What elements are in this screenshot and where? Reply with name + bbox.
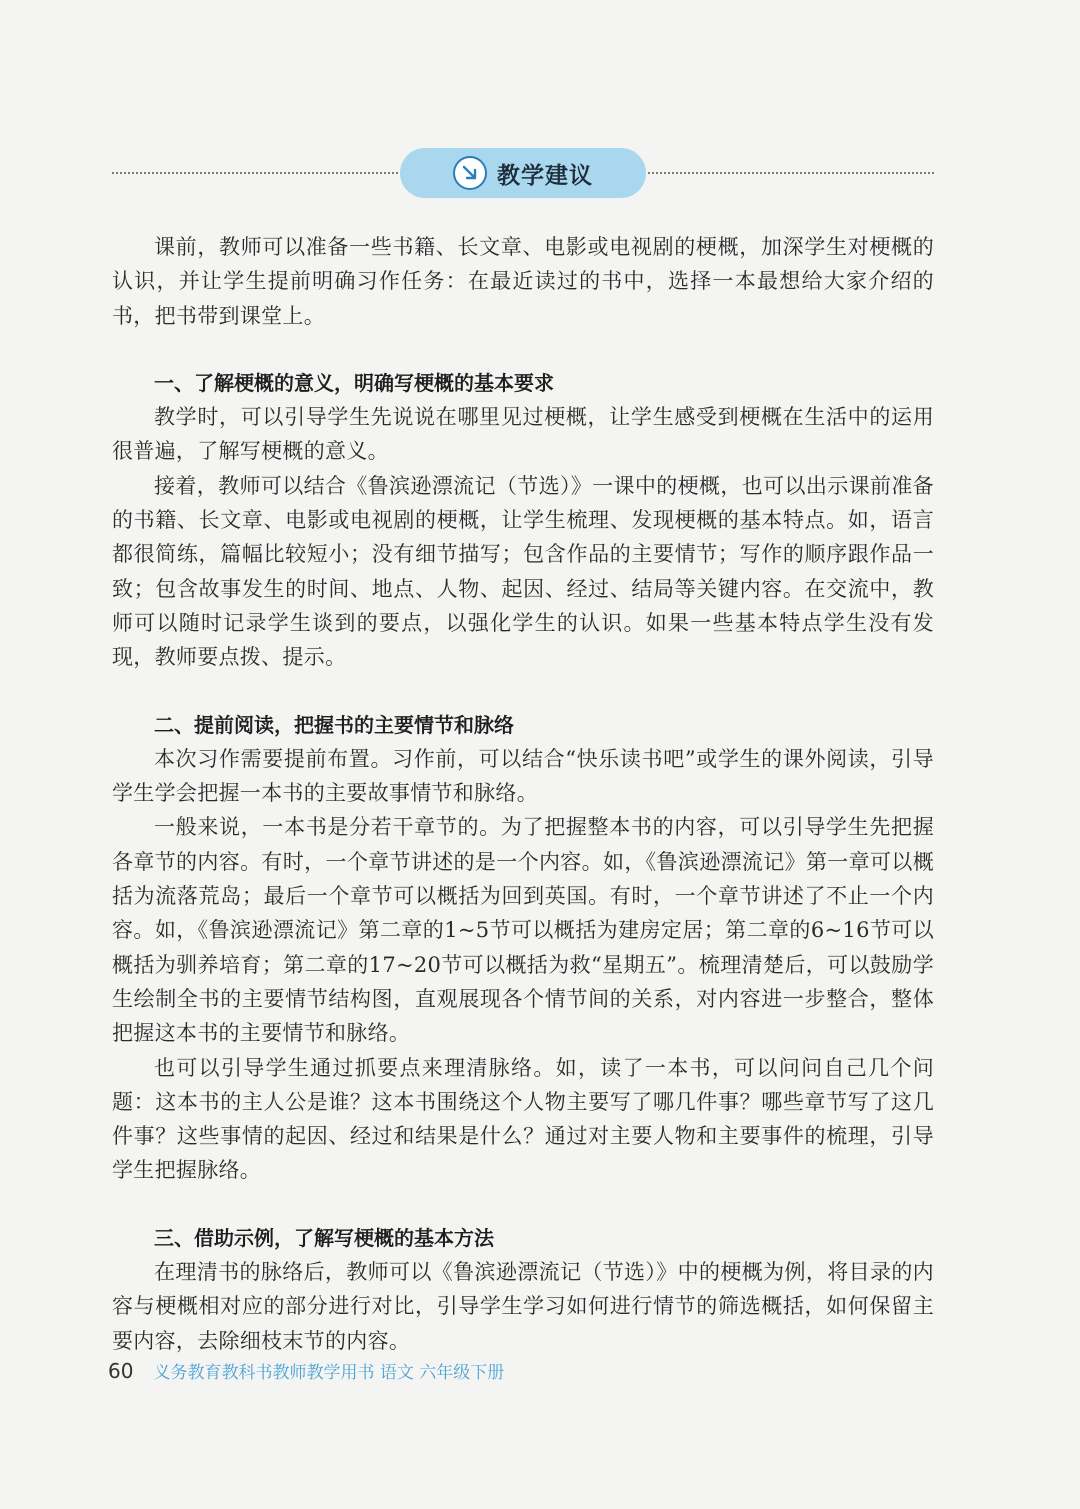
- page-footer: [108, 1358, 504, 1383]
- intro-paragraph: 课前，教师可以准备一些书籍、长文章、电影或电视剧的梗概，加深学生对梗概的认识，并让学生提前明确习作任务：在最近读过的书中，选择一本最想给大家介绍的书，把书带到课堂上。: [112, 235, 934, 328]
- document-body: [112, 230, 934, 1358]
- dotted-divider-left: [112, 172, 402, 174]
- page-number: 60: [108, 1359, 134, 1383]
- section-title-badge: [400, 148, 646, 198]
- section1-paragraph-2: 接着，教师可以结合《鲁滨逊漂流记（节选）》一课中的梗概，也可以出示课前准备的书籍、长文章、电影或电视剧的梗概，让学生梳理、发现梗概的基本特点。如，语言都很简练，篇幅比较短小；没有细节描写；包含作品的主要情节；写作的顺序跟作品一致；包含故事发生的时间、地点、人物、起因、经过、结局等关键内容。在交流中，教师可以随时记录学生谈到的要点，以强化学生的认识。如果一些基本特点学生没有发现，教师要点拨、提示。: [112, 473, 934, 670]
- section-title: 教学建议: [497, 162, 593, 189]
- section2-heading: 二、提前阅读，把握书的主要情节和脉络: [154, 712, 514, 737]
- arrow-circle-icon: [453, 156, 487, 190]
- dotted-divider-right: [644, 172, 934, 174]
- section1-paragraph-1: 教学时，可以引导学生先说说在哪里见过梗概，让学生感受到梗概在生活中的运用很普遍，了解写梗概的意义。: [112, 405, 934, 464]
- section3-heading: 三、借助示例，了解写梗概的基本方法: [154, 1225, 494, 1250]
- book-title: 义务教育教科书教师教学用书 语文 六年级下册: [153, 1363, 505, 1383]
- section3-paragraph-1: 在理清书的脉络后，教师可以《鲁滨逊漂流记（节选）》中的梗概为例，将目录的内容与梗概相对应的部分进行对比，引导学生学习如何进行情节的筛选概括，如何保留主要内容，去除细枝末节的内容。: [112, 1260, 934, 1353]
- section1-heading: 一、了解梗概的意义，明确写梗概的基本要求: [154, 370, 554, 395]
- section2-paragraph-3: 也可以引导学生通过抓要点来理清脉络。如，读了一本书，可以问问自己几个问题：这本书的主人公是谁？这本书围绕这个人物主要写了哪几件事？哪些章节写了这几件事？这些事情的起因、经过和结果是什么？通过对主要人物和主要事件的梳理，引导学生把握脉络。: [112, 1055, 934, 1183]
- section-header: [112, 146, 934, 200]
- section2-paragraph-2: 一般来说，一本书是分若干章节的。为了把握整本书的内容，可以引导学生先把握各章节的内容。有时，一个章节讲述的是一个内容。如，《鲁滨逊漂流记》第一章可以概括为流落荒岛；最后一个章节可以概括为回到英国。有时，一个章节讲述了不止一个内容。如，《鲁滨逊漂流记》第二章的1~5节可以概括为建房定居；第二章的6~16节可以概括为驯养培育；第二章的17~20节可以概括为救“星期五”。梳理清楚后，可以鼓励学生绘制全书的主要情节结构图，直观展现各个情节间的关系，对内容进一步整合，整体把握这本书的主要情节和脉络。: [112, 815, 934, 1046]
- section2-paragraph-1: 本次习作需要提前布置。习作前，可以结合“快乐读书吧”或学生的课外阅读，引导学生学会把握一本书的主要故事情节和脉络。: [112, 746, 934, 806]
